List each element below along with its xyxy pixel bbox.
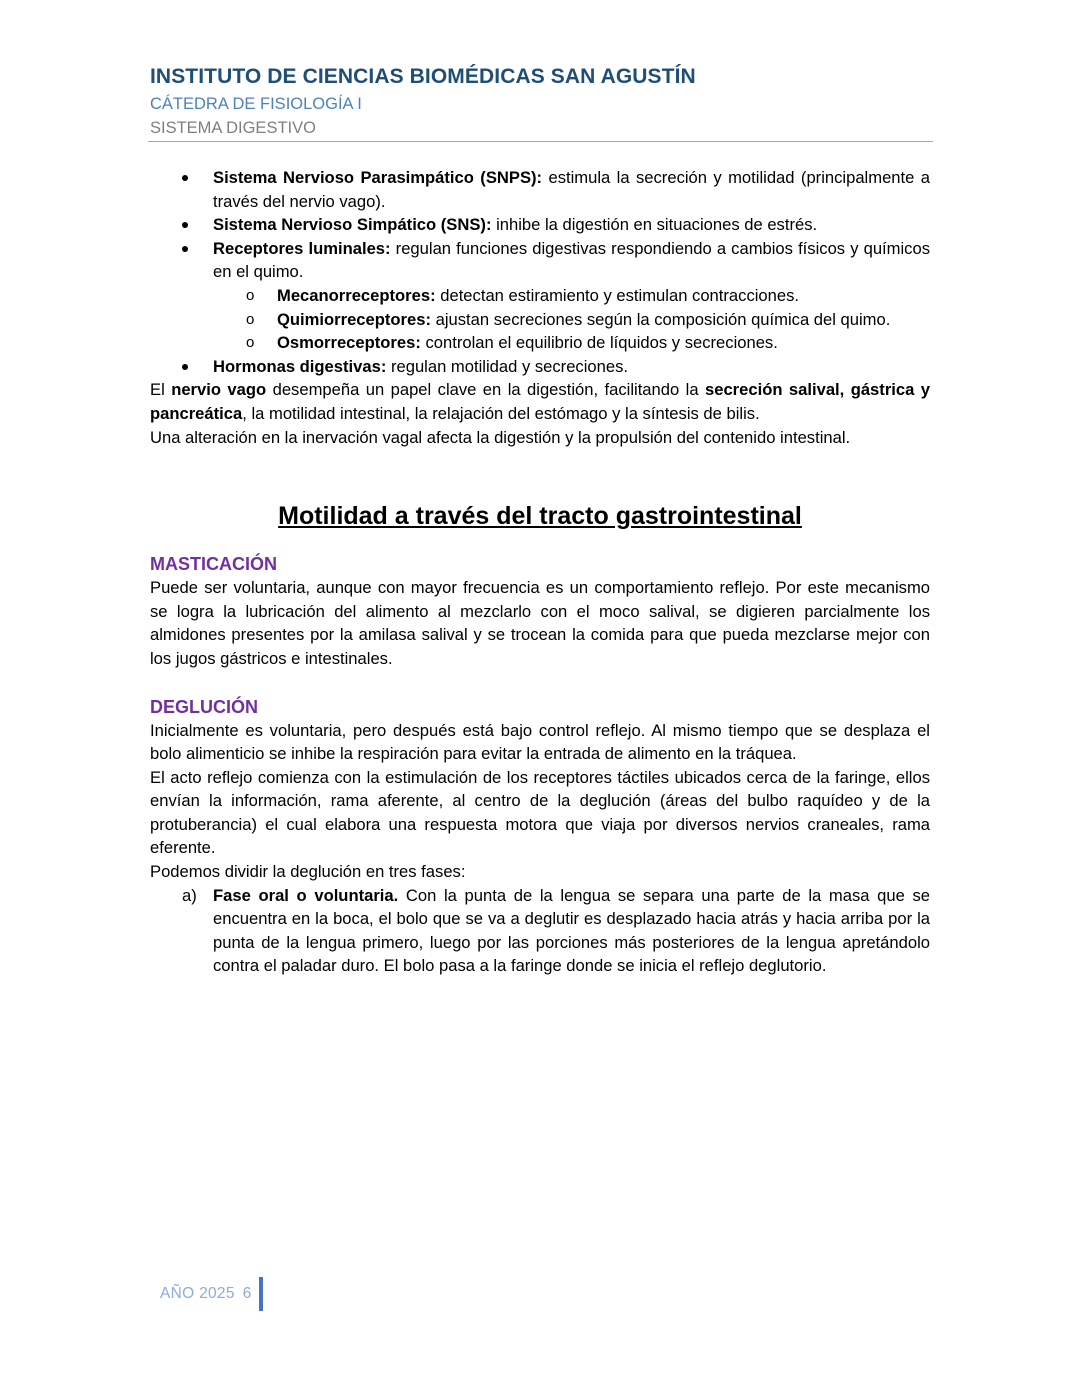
footer-year: AÑO 2025 <box>160 1285 235 1302</box>
bullet-term: Sistema Nervioso Simpático (SNS): <box>213 215 492 235</box>
receptor-sub-list <box>150 284 930 355</box>
list-item <box>150 237 930 284</box>
page-number: 6 <box>242 1285 252 1302</box>
hormones-bullet-list <box>150 355 930 379</box>
subject-name: SISTEMA DIGESTIVO <box>150 119 316 137</box>
bullet-text: ajustan secreciones según la composición química del quimo. <box>431 309 891 329</box>
bullet-term: Receptores luminales: <box>213 238 391 258</box>
list-label: a) <box>182 885 197 905</box>
vagus-paragraph: El nervio vago desempeña un papel clave en la digestión, facilitando la secreción salival, gástrica y pancreática, la motilidad intestinal, la relajación del estómago y la síntesis de bilis. <box>150 380 930 423</box>
masticacion-paragraph: Puede ser voluntaria, aunque con mayor frecuencia es un comportamiento reflejo. Por este mecanismo se logra la lubricación del alimento al mezclarlo con el moco salival, se digieren parcialmente los almidones presentes por la amilasa salival y se trocean la comida para que pueda mezclarse mejor con los jugos gástricos e intestinales. <box>150 578 930 668</box>
deglucion-paragraph-2: El acto reflejo comienza con la estimulación de los receptores táctiles ubicados cerca de la faringe, ellos envían la información, rama aferente, al centro de la deglución (áreas del bulbo raquídeo y de la protuberancia) el cual elabora una respuesta motora que viaja por diversos nervios craneales, rama eferente. <box>150 767 930 858</box>
deglucion-paragraph-1: Inicialmente es voluntaria, pero después está bajo control reflejo. Al mismo tiempo que se desplaza el bolo alimenticio se inhibe la respiración para evitar la entrada de alimento en la tráquea. <box>150 720 930 764</box>
hollow-bullet-icon: o <box>246 310 255 328</box>
bullet-icon <box>182 246 188 252</box>
bullet-icon <box>182 222 188 228</box>
list-item <box>150 355 930 379</box>
page-footer <box>160 1277 263 1311</box>
section-title: Motilidad a través del tracto gastrointestinal <box>278 502 802 531</box>
bullet-text: regulan motilidad y secreciones. <box>386 356 629 376</box>
vagal-alteration-paragraph: Una alteración en la inervación vagal afecta la digestión y la propulsión del contenido intestinal. <box>150 427 851 447</box>
bullet-text: estimula la secreción y motilidad (principalmente a través del nervio vago). <box>213 168 930 211</box>
page-header <box>150 62 933 140</box>
hollow-bullet-icon: o <box>246 334 255 352</box>
header-divider <box>148 141 933 142</box>
institute-name: INSTITUTO DE CIENCIAS BIOMÉDICAS SAN AGUSTÍN <box>150 65 696 88</box>
list-item <box>150 166 930 213</box>
list-item <box>150 308 930 332</box>
list-item <box>150 213 930 237</box>
deglucion-heading: DEGLUCIÓN <box>150 696 258 717</box>
bullet-term: Sistema Nervioso Parasimpático (SNPS): <box>213 168 543 187</box>
document-body <box>150 166 930 978</box>
footer-accent-bar <box>259 1277 263 1311</box>
list-item <box>150 884 930 978</box>
bullet-icon <box>182 364 188 370</box>
hollow-bullet-icon: o <box>246 286 255 304</box>
control-bullet-list <box>150 166 930 284</box>
chair-name: CÁTEDRA DE FISIOLOGÍA I <box>150 95 362 113</box>
list-item <box>150 284 930 308</box>
list-item <box>150 331 930 355</box>
bullet-term: Mecanorreceptores: <box>277 285 436 305</box>
bullet-text: regulan funciones digestivas respondiendo a cambios físicos y químicos en el quimo. <box>213 238 930 282</box>
bullet-icon <box>182 175 188 181</box>
phase-term: Fase oral o voluntaria. <box>213 885 399 905</box>
deglucion-paragraph-3: Podemos dividir la deglución en tres fases: <box>150 862 466 882</box>
phases-list <box>150 884 930 978</box>
masticacion-heading: MASTICACIÓN <box>150 554 277 575</box>
phase-text: Con la punta de la lengua se separa una parte de la masa que se encuentra en la boca, el bolo que se va a deglutir es desplazado hacia atrás y hacia arriba por la punta de la lengua primero, luego por las porciones más posteriores de la lengua apretándolo contra el paladar duro. El bolo pasa a la faringe donde se inicia el reflejo deglutorio. <box>213 885 930 976</box>
bullet-term: Hormonas digestivas: <box>213 356 387 376</box>
bullet-text: inhibe la digestión en situaciones de estrés. <box>491 215 818 235</box>
bullet-text: controlan el equilibrio de líquidos y secreciones. <box>420 333 778 353</box>
bullet-term: Osmorreceptores: <box>277 333 421 353</box>
bullet-term: Quimiorreceptores: <box>277 309 431 329</box>
bullet-text: detectan estiramiento y estimulan contracciones. <box>435 285 800 305</box>
